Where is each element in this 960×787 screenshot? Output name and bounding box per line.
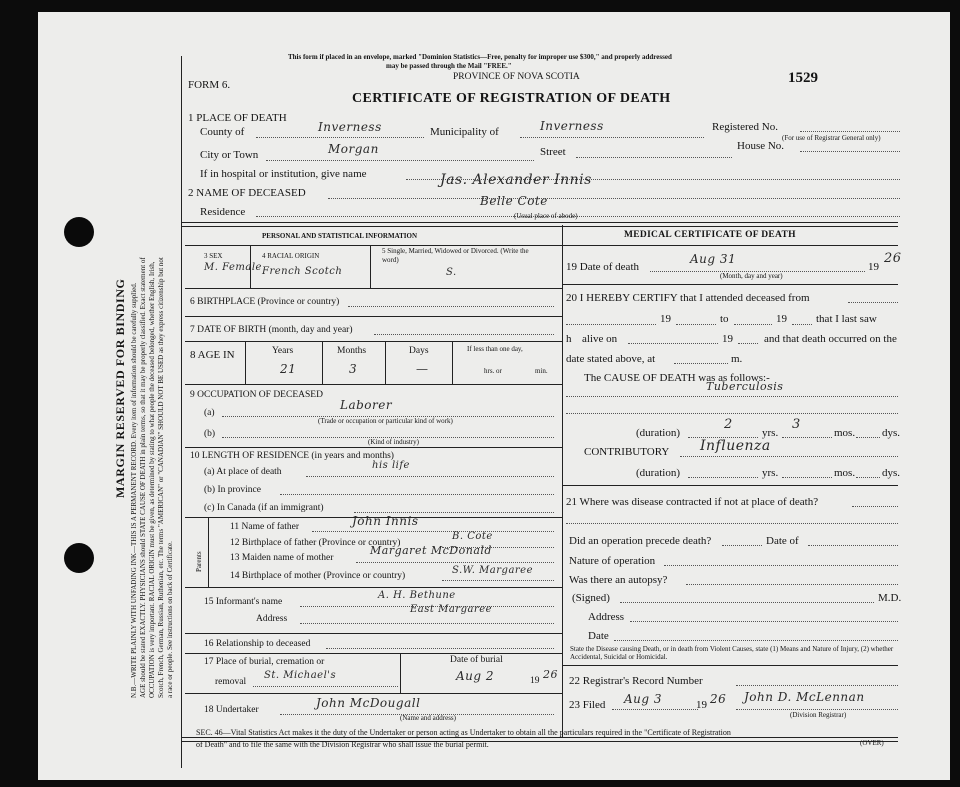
yrs-label-2: yrs. <box>762 467 779 479</box>
death-date-note: (Month, day and year) <box>720 272 783 280</box>
medical-address-label: Address <box>588 611 625 623</box>
registered-note: (For use of Registrar General only) <box>782 134 881 142</box>
certify-date-stated: date stated above, at <box>566 353 656 365</box>
burial-year-value: 26 <box>543 668 558 681</box>
months-label: Months <box>337 346 367 356</box>
county-value: Inverness <box>318 120 382 134</box>
burial-date-label: Date of burial <box>450 655 503 665</box>
marital-label: 5 Single, Married, Widowed or Divorced. (Write the word) <box>382 247 529 264</box>
left-border <box>181 56 182 768</box>
days-value: — <box>416 362 429 376</box>
certify-m: m. <box>731 353 743 365</box>
page-title: CERTIFICATE OF REGISTRATION OF DEATH <box>352 91 671 106</box>
certify-alive-on: alive on <box>582 333 618 345</box>
division-registrar-note: (Division Registrar) <box>790 711 847 719</box>
filed-year-value: 26 <box>710 692 727 706</box>
column-divider <box>562 225 563 737</box>
house-label: House No. <box>737 140 785 152</box>
residence-label: Residence <box>200 206 246 218</box>
mother-birthplace-value: S.W. Margaree <box>452 565 534 576</box>
margin-binding-label: MARGIN RESERVED FOR BINDING <box>113 278 127 498</box>
binder-hole <box>64 543 94 573</box>
municipality-value: Inverness <box>540 119 604 133</box>
operation-label: Did an operation precede death? <box>569 535 712 547</box>
personal-heading: PERSONAL AND STATISTICAL INFORMATION <box>262 232 418 240</box>
deceased-name-label: 2 NAME OF DECEASED <box>188 187 306 199</box>
death-year-prefix: 19 <box>868 261 879 273</box>
margin-instruction: OCCUPATION is very important. RACIAL ORIGIN must be given, as determined by stating to what people the deceased belonged, whether English, Irish, <box>148 261 156 698</box>
footer-line-1: SEC. 46—Vital Statistics Act makes it the duty of the Undertaker or person acting as Undertaker to obtain all the particulars required in the "Certificate of Registration <box>196 728 731 737</box>
duration-label-2: (duration) <box>636 467 680 479</box>
min-label: min. <box>535 367 548 375</box>
margin-instruction: a race or people. See instructions on back of Certificate. <box>166 541 174 698</box>
occ-b: (b) <box>204 429 216 439</box>
province-heading: PROVINCE OF NOVA SCOTIA <box>453 72 580 82</box>
mos-label-2: mos. <box>834 467 856 479</box>
medical-heading: MEDICAL CERTIFICATE OF DEATH <box>624 230 796 240</box>
city-value: Morgan <box>328 142 379 156</box>
section-divider <box>182 222 898 227</box>
racial-origin-value: French Scotch <box>262 266 343 277</box>
municipality-label: Municipality of <box>430 126 499 138</box>
residence-value: Belle Cote <box>480 194 548 208</box>
city-label: City or Town <box>200 149 259 161</box>
undertaker-value: John McDougall <box>316 696 421 710</box>
burial-date-value: Aug 2 <box>456 669 495 683</box>
yrs-label-1: yrs. <box>762 427 779 439</box>
county-label: County of <box>200 126 245 138</box>
footer-line-2: of Death" and to file the same with the Division Registrar who shall issue the burial permit. <box>196 740 489 749</box>
occ-b-note: (Kind of industry) <box>368 438 419 446</box>
informant-address-value: East Margaree <box>410 604 493 615</box>
father-name-label: 11 Name of father <box>230 522 300 532</box>
racial-origin-label: 4 RACIAL ORIGIN <box>262 252 320 260</box>
md-label: M.D. <box>878 592 902 604</box>
canada-residence-label: (c) In Canada (if an immigrant) <box>204 503 324 513</box>
certify-19a: 19 <box>660 313 671 325</box>
months-value: 3 <box>349 362 358 376</box>
age-label: 8 AGE IN <box>190 349 235 361</box>
residence-note: (Usual place of abode) <box>514 212 578 220</box>
days-label: Days <box>409 346 429 356</box>
informant-value: A. H. Bethune <box>378 590 456 601</box>
removal-label: removal <box>215 677 247 687</box>
certify-statement: 20 I HEREBY CERTIFY that I attended deceased from <box>566 292 810 304</box>
father-birthplace-value: B. Cote <box>452 531 493 542</box>
less-than-day-label: If less than one day, <box>467 345 523 353</box>
mos-label-1: mos. <box>834 427 856 439</box>
division-registrar-signature: John D. McLennan <box>744 690 865 704</box>
duration-yrs-value: 2 <box>724 417 733 432</box>
certify-h: h <box>566 333 572 345</box>
mother-birthplace-label: 14 Birthplace of mother (Province or country) <box>230 571 406 581</box>
margin-instruction: Scotch, French, German, Russian, Ruthenian, etc. The terms "AMERICAN" or "CANADIAN" SHOULD NOT BE USED as they express citizenship but not <box>157 257 165 698</box>
informant-label: 15 Informant's name <box>204 597 283 607</box>
deceased-name-value: Jas. Alexander Innis <box>440 172 592 188</box>
disease-contracted-label: 21 Where was disease contracted if not at place of death? <box>566 496 819 508</box>
contributory-label: CONTRIBUTORY <box>584 446 670 458</box>
margin-instruction: N.B.—WRITE PLAINLY WITH UNFADING INK—THIS IS A PERMANENT RECORD. Every item of information should be carefully supplied. <box>130 282 138 698</box>
occupation-value: Laborer <box>340 398 393 412</box>
years-label: Years <box>272 346 294 356</box>
birthplace-label: 6 BIRTHPLACE (Province or country) <box>190 297 340 307</box>
over-label: (OVER) <box>860 739 884 747</box>
binder-hole <box>64 217 94 247</box>
death-year-value: 26 <box>884 251 902 266</box>
certify-to: to <box>720 313 729 325</box>
signed-label: (Signed) <box>572 592 610 604</box>
sex-label: 3 SEX <box>204 252 223 260</box>
length-of-residence-label: 10 LENGTH OF RESIDENCE (in years and months) <box>190 451 394 461</box>
notice-line-1: This form if placed in an envelope, marked "Dominion Statistics—Free, penalty for improper use $300," and properly addressed <box>288 53 672 61</box>
burial-place-value: St. Michael's <box>264 670 337 681</box>
occ-a-note: (Trade or occupation or particular kind of work) <box>318 417 453 425</box>
violent-causes-note: State the Disease causing Death, or in death from Violent Causes, state (1) Means and Nature of Injury, (2) whether Accidental, Suicidal or Homicidal. <box>570 645 894 661</box>
parents-label: Parents <box>195 551 203 572</box>
margin-instruction: AGE should be stated EXACTLY. PHYSICIANS should STATE CAUSE OF DEATH in plain terms, so that it may be properly classified. Exact statement of <box>139 257 147 698</box>
place-residence-label: (a) At place of death <box>204 467 282 477</box>
autopsy-label: Was there an autopsy? <box>569 574 668 586</box>
form-number: FORM 6. <box>188 79 231 91</box>
certify-last-saw: that I last saw <box>816 313 877 325</box>
cause-of-death-label: The CAUSE OF DEATH was as follows:- <box>584 372 770 384</box>
burial-year-prefix: 19 <box>530 676 540 686</box>
filed-label: 23 Filed <box>569 699 606 711</box>
undertaker-label: 18 Undertaker <box>204 705 259 715</box>
sex-value: M. Female <box>204 262 262 273</box>
occ-a: (a) <box>204 408 215 418</box>
registered-label: Registered No. <box>712 121 778 133</box>
informant-address-label: Address <box>256 614 288 624</box>
dys-label-1: dys. <box>882 427 901 439</box>
certify-19c: 19 <box>722 333 733 345</box>
father-birthplace-label: 12 Birthplace of father (Province or country) <box>230 538 401 548</box>
certify-death-occurred: and that death occurred on the <box>764 333 897 345</box>
province-residence-label: (b) In province <box>204 485 261 495</box>
father-name-value: John Innis <box>352 514 419 528</box>
dys-label-2: dys. <box>882 467 901 479</box>
certify-19b: 19 <box>776 313 787 325</box>
death-date-label: 19 Date of death <box>566 261 639 273</box>
mother-name-label: 13 Maiden name of mother <box>230 553 334 563</box>
certificate-number: 1529 <box>788 70 818 86</box>
street-label: Street <box>540 146 566 158</box>
operation-nature-label: Nature of operation <box>569 555 656 567</box>
hospital-label: If in hospital or institution, give name <box>200 168 367 180</box>
burial-label: 17 Place of burial, cremation or <box>204 657 325 667</box>
place-residence-value: his life <box>372 460 410 471</box>
occupation-label: 9 OCCUPATION OF DECEASED <box>190 390 323 400</box>
notice-line-2: may be passed through the Mail "FREE." <box>386 62 512 70</box>
hrs-label: hrs. or <box>484 367 502 375</box>
relationship-label: 16 Relationship to deceased <box>204 639 311 649</box>
cause-of-death-value: Tuberculosis <box>706 380 784 393</box>
place-of-death-heading: 1 PLACE OF DEATH <box>188 112 287 124</box>
undertaker-note: (Name and address) <box>400 714 456 722</box>
filed-date-value: Aug 3 <box>624 692 663 706</box>
duration-mos-value: 3 <box>792 417 801 432</box>
mother-name-value: Margaret McDonald <box>370 544 492 557</box>
duration-label-1: (duration) <box>636 427 680 439</box>
years-value: 21 <box>280 362 297 376</box>
registrar-record-label: 22 Registrar's Record Number <box>569 675 703 687</box>
dob-label: 7 DATE OF BIRTH (month, day and year) <box>190 325 353 335</box>
death-date-value: Aug 31 <box>690 252 737 266</box>
marital-value: S. <box>446 267 457 278</box>
contributory-value: Influenza <box>700 438 771 454</box>
medical-date-label: Date <box>588 630 609 642</box>
filed-year-prefix: 19 <box>696 699 707 711</box>
operation-date-label: Date of <box>766 535 799 547</box>
